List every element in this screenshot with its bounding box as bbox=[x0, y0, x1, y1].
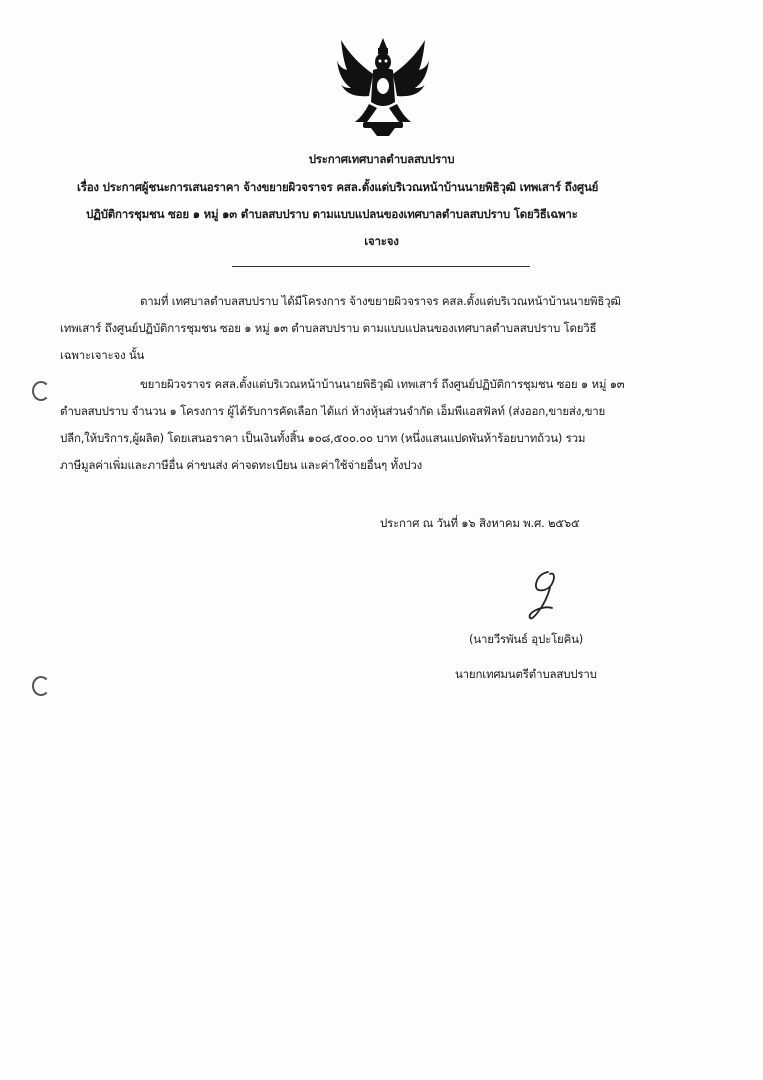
paragraph-1-line-3: เฉพาะเจาะจง นั้น bbox=[60, 348, 145, 362]
paragraph-1-line-1: ตามที่ เทศบาลตำบลสบปราบ ได้มีโครงการ จ้างขยายผิวจราจร คสล.ตั้งแต่บริเวณหน้าบ้านนายพิธิวุฒิ bbox=[140, 294, 621, 308]
punch-hole-mark bbox=[32, 676, 50, 696]
subject-line-2: ปฏิบัติการชุมชน ซอย ๑ หมู่ ๑๓ ตำบลสบปราบ ตามแบบแปลนของเทศบาลตำบลสบปราบ โดยวิธีเฉพาะ bbox=[86, 207, 578, 221]
paragraph-2-line-4: ภาษีมูลค่าเพิ่มและภาษีอื่น ค่าขนส่ง ค่าจดทะเบียน และค่าใช้จ่ายอื่นๆ ทั้งปวง bbox=[60, 458, 423, 472]
paragraph-2-line-1: ขยายผิวจราจร คสล.ตั้งแต่บริเวณหน้าบ้านนายพิธิวุฒิ เทพเสาร์ ถึงศูนย์ปฏิบัติการชุมชน ซอย ๑ หมู่ ๑๓ bbox=[140, 377, 625, 391]
announcement-date: ประกาศ ณ วันที่ ๑๖ สิงหาคม พ.ศ. ๒๕๖๕ bbox=[380, 516, 580, 530]
punch-hole-mark bbox=[32, 381, 50, 401]
paragraph-2-line-2: ตำบลสบปราบ จำนวน ๑ โครงการ ผู้ได้รับการคัดเลือก ได้แก่ ห้างหุ้นส่วนจำกัด เอ็มพีแอสฟัลท์ (ส่งออก,ขายส่ง,ขาย bbox=[60, 404, 606, 418]
paragraph-2-line-3: ปลีก,ให้บริการ,ผู้ผลิต) โดยเสนอราคา เป็นเงินทั้งสิ้น ๑๐๘,๕๐๐.๐๐ บาท (หนึ่งแสนแปดพันห้าร้อยบาทถ้วน) รวม bbox=[60, 431, 586, 445]
handwritten-signature-icon bbox=[520, 568, 570, 628]
announcement-title: ประกาศเทศบาลตำบลสบปราบ bbox=[308, 152, 455, 166]
garuda-emblem-icon bbox=[333, 30, 433, 140]
subject-line-1: เรื่อง ประกาศผู้ชนะการเสนอราคา จ้างขยายผิวจราจร คสล.ตั้งแต่บริเวณหน้าบ้านนายพิธิวุฒิ เทพเสาร์ ถึงศูนย์ bbox=[77, 180, 599, 194]
signer-title: นายกเทศมนตรีตำบลสบปราบ bbox=[455, 667, 597, 681]
subject-line-3: เจาะจง bbox=[364, 234, 399, 248]
separator-line bbox=[232, 266, 530, 267]
signer-name: (นายวีรพันธ์ อุปะโยคิน) bbox=[469, 632, 584, 646]
paragraph-1-line-2: เทพเสาร์ ถึงศูนย์ปฏิบัติการชุมชน ซอย ๑ หมู่ ๑๓ ตำบลสบปราบ ตามแบบแปลนของเทศบาลตำบลสบปราบ โดยวิธี bbox=[60, 321, 597, 335]
